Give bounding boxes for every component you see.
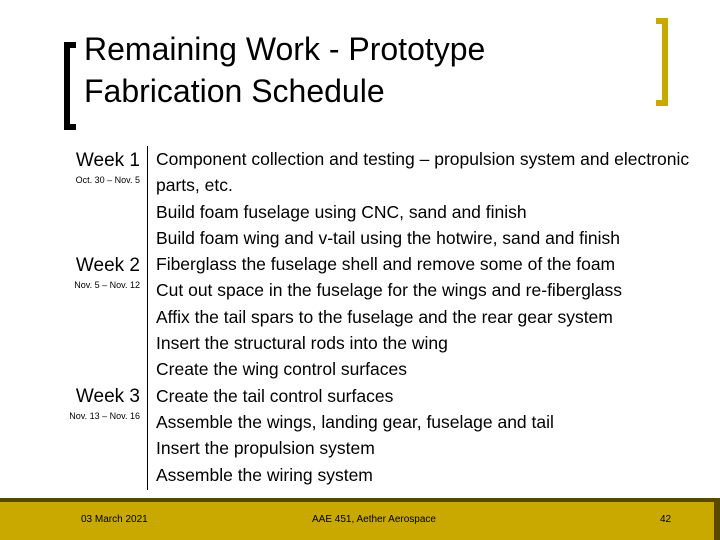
week-2 bbox=[74, 253, 140, 291]
week-3 bbox=[69, 384, 140, 422]
title-bracket-right bbox=[656, 18, 668, 106]
week-3-dates: Nov. 13 – Nov. 16 bbox=[69, 411, 140, 421]
footer-date: 03 March 2021 bbox=[81, 514, 148, 525]
title-bracket-left bbox=[64, 42, 76, 130]
slide-title bbox=[84, 28, 485, 112]
week-1-label: Week 1 bbox=[75, 150, 140, 171]
footer bbox=[0, 498, 720, 540]
task-item: Create the tail control surfaces bbox=[156, 385, 394, 406]
footer-course: AAE 451, Aether Aerospace bbox=[312, 514, 436, 525]
task-item: Insert the structural rods into the wing bbox=[156, 333, 448, 354]
page-number: 42 bbox=[660, 514, 672, 525]
task-item: Assemble the wiring system bbox=[156, 464, 373, 485]
week-2-dates: Nov. 5 – Nov. 12 bbox=[74, 280, 140, 290]
title-line-2: Fabrication Schedule bbox=[84, 73, 385, 109]
task-item: Affix the tail spars to the fuselage and the rear gear system bbox=[156, 306, 613, 327]
task-item: Cut out space in the fuselage for the wings and re-fiberglass bbox=[156, 280, 622, 301]
task-item: Build foam fuselage using CNC, sand and finish bbox=[156, 201, 527, 222]
task-item: Assemble the wings, landing gear, fuselage and tail bbox=[156, 411, 554, 432]
title-line-1: Remaining Work - Prototype bbox=[84, 31, 486, 67]
task-item: Build foam wing and v-tail using the hotwire, sand and finish bbox=[156, 227, 621, 248]
task-list bbox=[156, 146, 706, 488]
week-2-label: Week 2 bbox=[75, 255, 140, 276]
week-3-label: Week 3 bbox=[75, 386, 140, 407]
task-item: Component collection and testing – propulsion system and electronic parts, etc. bbox=[156, 149, 690, 196]
task-item: Create the wing control surfaces bbox=[156, 359, 407, 380]
week-1-dates: Oct. 30 – Nov. 5 bbox=[75, 175, 140, 185]
task-item: Insert the propulsion system bbox=[156, 438, 375, 459]
column-divider bbox=[147, 146, 148, 490]
week-1 bbox=[76, 148, 140, 186]
task-item: Fiberglass the fuselage shell and remove some of the foam bbox=[156, 254, 616, 275]
